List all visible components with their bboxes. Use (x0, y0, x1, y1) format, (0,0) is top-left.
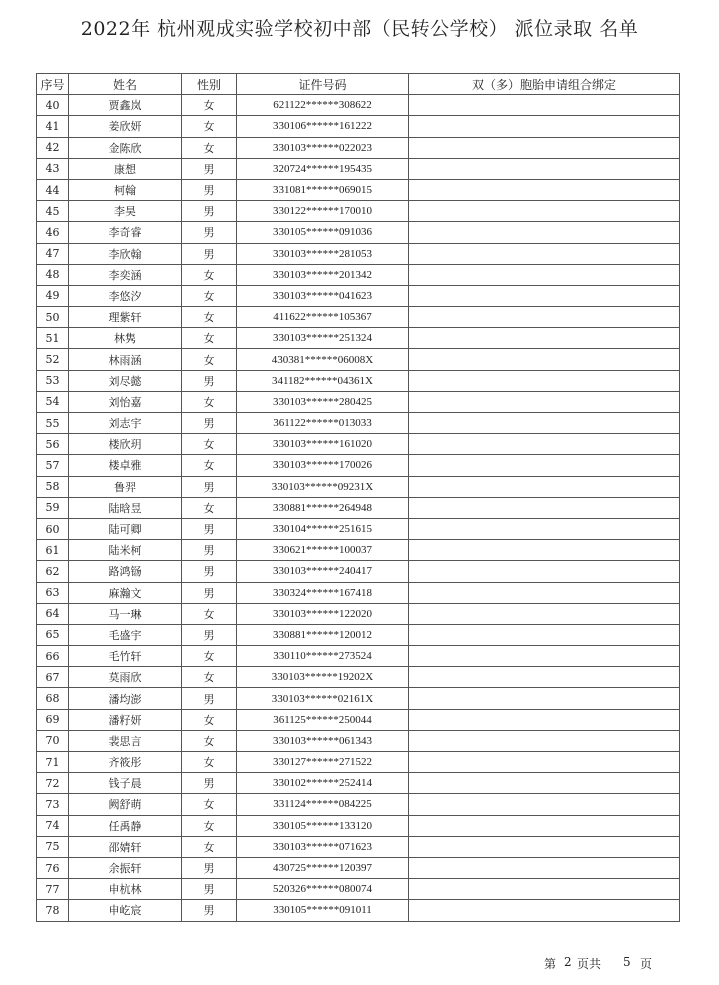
cell-gender: 女 (182, 137, 237, 158)
cell-twins (409, 158, 680, 179)
cell-twins (409, 582, 680, 603)
cell-twins (409, 561, 680, 582)
table-row (37, 222, 680, 243)
cell-index: 44 (37, 179, 69, 200)
col-header-index: 序号 (37, 74, 69, 95)
table-row (37, 243, 680, 264)
cell-id: 330103******041623 (237, 285, 409, 306)
table-row (37, 879, 680, 900)
cell-index: 52 (37, 349, 69, 370)
cell-twins (409, 455, 680, 476)
footer-label-ye: 页 (640, 957, 653, 971)
table-row (37, 158, 680, 179)
table-row (37, 201, 680, 222)
cell-name: 齐筱彤 (69, 752, 182, 773)
cell-gender: 女 (182, 646, 237, 667)
table-row (37, 116, 680, 137)
cell-gender: 女 (182, 285, 237, 306)
cell-index: 73 (37, 794, 69, 815)
cell-gender: 男 (182, 624, 237, 645)
cell-index: 76 (37, 857, 69, 878)
table-row (37, 540, 680, 561)
cell-twins (409, 900, 680, 921)
table-row (37, 794, 680, 815)
cell-twins (409, 518, 680, 539)
cell-id: 330102******252414 (237, 773, 409, 794)
cell-name: 李欣翰 (69, 243, 182, 264)
cell-gender: 女 (182, 349, 237, 370)
table-row (37, 518, 680, 539)
cell-name: 陆可卿 (69, 518, 182, 539)
cell-id: 330122******170010 (237, 201, 409, 222)
cell-name: 贾鑫岚 (69, 95, 182, 116)
cell-id: 361122******013033 (237, 413, 409, 434)
cell-gender: 女 (182, 434, 237, 455)
cell-twins (409, 370, 680, 391)
table-row (37, 815, 680, 836)
footer-label-yegong: 页共 (577, 957, 602, 971)
page-footer (0, 955, 719, 971)
cell-gender: 女 (182, 328, 237, 349)
cell-name: 李奇睿 (69, 222, 182, 243)
footer-total-pages: 5 (623, 955, 631, 969)
cell-gender: 女 (182, 455, 237, 476)
cell-name: 邵婧轩 (69, 836, 182, 857)
cell-twins (409, 709, 680, 730)
cell-twins (409, 95, 680, 116)
cell-twins (409, 285, 680, 306)
footer-page-number: 2 (564, 955, 572, 969)
cell-index: 46 (37, 222, 69, 243)
cell-gender: 男 (182, 857, 237, 878)
table-row (37, 561, 680, 582)
cell-twins (409, 773, 680, 794)
cell-name: 莫雨欣 (69, 667, 182, 688)
cell-index: 40 (37, 95, 69, 116)
table-row (37, 391, 680, 412)
cell-gender: 男 (182, 201, 237, 222)
cell-name: 毛竹轩 (69, 646, 182, 667)
cell-twins (409, 201, 680, 222)
col-header-id: 证件号码 (237, 74, 409, 95)
cell-index: 59 (37, 497, 69, 518)
cell-index: 75 (37, 836, 69, 857)
table-row (37, 349, 680, 370)
cell-index: 77 (37, 879, 69, 900)
cell-id: 411622******105367 (237, 307, 409, 328)
cell-twins (409, 646, 680, 667)
cell-gender: 女 (182, 603, 237, 624)
cell-twins (409, 836, 680, 857)
table-row (37, 455, 680, 476)
cell-id: 330103******280425 (237, 391, 409, 412)
cell-name: 林隽 (69, 328, 182, 349)
cell-name: 麻瀚文 (69, 582, 182, 603)
cell-index: 41 (37, 116, 69, 137)
cell-name: 楼卓雅 (69, 455, 182, 476)
cell-name: 康想 (69, 158, 182, 179)
cell-id: 330881******264948 (237, 497, 409, 518)
cell-twins (409, 434, 680, 455)
cell-id: 330103******19202X (237, 667, 409, 688)
table-row (37, 624, 680, 645)
cell-id: 330103******061343 (237, 730, 409, 751)
cell-id: 430381******06008X (237, 349, 409, 370)
cell-id: 330110******273524 (237, 646, 409, 667)
table-row (37, 836, 680, 857)
cell-gender: 男 (182, 518, 237, 539)
cell-index: 53 (37, 370, 69, 391)
cell-gender: 男 (182, 222, 237, 243)
cell-id: 320724******195435 (237, 158, 409, 179)
cell-name: 路鸿铴 (69, 561, 182, 582)
cell-gender: 女 (182, 391, 237, 412)
cell-name: 李悠汐 (69, 285, 182, 306)
table-row (37, 709, 680, 730)
cell-twins (409, 328, 680, 349)
cell-gender: 女 (182, 752, 237, 773)
cell-name: 李昊 (69, 201, 182, 222)
cell-id: 341182******04361X (237, 370, 409, 391)
cell-twins (409, 497, 680, 518)
table-row (37, 285, 680, 306)
cell-gender: 男 (182, 582, 237, 603)
cell-twins (409, 857, 680, 878)
cell-gender: 男 (182, 561, 237, 582)
cell-index: 43 (37, 158, 69, 179)
table-row (37, 857, 680, 878)
cell-id: 330105******133120 (237, 815, 409, 836)
cell-gender: 男 (182, 688, 237, 709)
cell-twins (409, 476, 680, 497)
cell-twins (409, 413, 680, 434)
table-row (37, 497, 680, 518)
table-row (37, 752, 680, 773)
table-row (37, 603, 680, 624)
cell-name: 金陈欣 (69, 137, 182, 158)
cell-twins (409, 752, 680, 773)
cell-name: 柯翰 (69, 179, 182, 200)
cell-name: 刘尽懿 (69, 370, 182, 391)
cell-index: 54 (37, 391, 69, 412)
cell-id: 330103******09231X (237, 476, 409, 497)
cell-twins (409, 137, 680, 158)
cell-id: 331124******084225 (237, 794, 409, 815)
cell-index: 42 (37, 137, 69, 158)
cell-id: 330324******167418 (237, 582, 409, 603)
col-header-gender: 性别 (182, 74, 237, 95)
cell-index: 55 (37, 413, 69, 434)
cell-twins (409, 624, 680, 645)
cell-name: 申杭林 (69, 879, 182, 900)
cell-index: 62 (37, 561, 69, 582)
cell-id: 330103******122020 (237, 603, 409, 624)
table-row (37, 264, 680, 285)
cell-twins (409, 815, 680, 836)
cell-id: 520326******080074 (237, 879, 409, 900)
table-row (37, 179, 680, 200)
cell-gender: 男 (182, 413, 237, 434)
cell-twins (409, 688, 680, 709)
cell-gender: 男 (182, 158, 237, 179)
cell-name: 马一琳 (69, 603, 182, 624)
cell-gender: 男 (182, 476, 237, 497)
cell-index: 68 (37, 688, 69, 709)
cell-index: 61 (37, 540, 69, 561)
cell-index: 71 (37, 752, 69, 773)
table-row (37, 137, 680, 158)
cell-name: 钱子晨 (69, 773, 182, 794)
cell-gender: 男 (182, 879, 237, 900)
cell-index: 66 (37, 646, 69, 667)
table-body (37, 95, 680, 921)
admission-table (36, 73, 680, 922)
cell-name: 林雨涵 (69, 349, 182, 370)
cell-name: 潘均澎 (69, 688, 182, 709)
cell-id: 330103******240417 (237, 561, 409, 582)
cell-gender: 女 (182, 667, 237, 688)
table-row (37, 476, 680, 497)
cell-id: 331081******069015 (237, 179, 409, 200)
table-row (37, 773, 680, 794)
cell-index: 47 (37, 243, 69, 264)
cell-name: 理紫轩 (69, 307, 182, 328)
cell-name: 楼欣玥 (69, 434, 182, 455)
cell-gender: 男 (182, 900, 237, 921)
cell-id: 330103******071623 (237, 836, 409, 857)
table-row (37, 370, 680, 391)
cell-id: 330103******02161X (237, 688, 409, 709)
cell-id: 330621******100037 (237, 540, 409, 561)
cell-index: 51 (37, 328, 69, 349)
cell-gender: 女 (182, 836, 237, 857)
col-header-twins: 双（多）胞胎申请组合绑定 (409, 74, 680, 95)
cell-twins (409, 730, 680, 751)
cell-name: 姜欣妍 (69, 116, 182, 137)
cell-twins (409, 179, 680, 200)
cell-id: 330106******161222 (237, 116, 409, 137)
cell-id: 330105******091036 (237, 222, 409, 243)
cell-id: 430725******120397 (237, 857, 409, 878)
cell-index: 69 (37, 709, 69, 730)
cell-name: 毛盛宇 (69, 624, 182, 645)
cell-twins (409, 116, 680, 137)
cell-gender: 女 (182, 730, 237, 751)
cell-twins (409, 540, 680, 561)
cell-gender: 女 (182, 497, 237, 518)
cell-index: 70 (37, 730, 69, 751)
cell-index: 64 (37, 603, 69, 624)
cell-id: 330105******091011 (237, 900, 409, 921)
col-header-name: 姓名 (69, 74, 182, 95)
page-title: 2022年 杭州观成实验学校初中部（民转公学校） 派位录取 名单 (80, 18, 639, 40)
table-row (37, 95, 680, 116)
footer-label-di: 第 (544, 957, 557, 971)
cell-index: 78 (37, 900, 69, 921)
cell-id: 330103******251324 (237, 328, 409, 349)
cell-id: 330103******161020 (237, 434, 409, 455)
cell-name: 申屹宸 (69, 900, 182, 921)
cell-index: 58 (37, 476, 69, 497)
cell-id: 330103******170026 (237, 455, 409, 476)
cell-gender: 男 (182, 540, 237, 561)
cell-name: 刘怡嘉 (69, 391, 182, 412)
table-row (37, 307, 680, 328)
cell-name: 余振轩 (69, 857, 182, 878)
cell-twins (409, 222, 680, 243)
cell-twins (409, 264, 680, 285)
cell-index: 72 (37, 773, 69, 794)
cell-id: 330127******271522 (237, 752, 409, 773)
cell-gender: 女 (182, 264, 237, 285)
cell-gender: 男 (182, 370, 237, 391)
table-row (37, 413, 680, 434)
cell-id: 361125******250044 (237, 709, 409, 730)
cell-gender: 男 (182, 773, 237, 794)
cell-index: 60 (37, 518, 69, 539)
cell-twins (409, 243, 680, 264)
cell-twins (409, 794, 680, 815)
cell-index: 63 (37, 582, 69, 603)
table-row (37, 900, 680, 921)
table-row (37, 730, 680, 751)
cell-index: 48 (37, 264, 69, 285)
cell-twins (409, 667, 680, 688)
cell-twins (409, 391, 680, 412)
table-row (37, 328, 680, 349)
cell-twins (409, 879, 680, 900)
cell-name: 潘籽妍 (69, 709, 182, 730)
cell-index: 65 (37, 624, 69, 645)
cell-gender: 女 (182, 815, 237, 836)
cell-index: 50 (37, 307, 69, 328)
cell-index: 57 (37, 455, 69, 476)
cell-name: 李奕涵 (69, 264, 182, 285)
cell-id: 330104******251615 (237, 518, 409, 539)
table-row (37, 646, 680, 667)
cell-gender: 男 (182, 243, 237, 264)
cell-name: 鲁羿 (69, 476, 182, 497)
table-row (37, 434, 680, 455)
cell-gender: 女 (182, 709, 237, 730)
cell-id: 330103******281053 (237, 243, 409, 264)
cell-index: 45 (37, 201, 69, 222)
cell-name: 陆晗昱 (69, 497, 182, 518)
cell-gender: 女 (182, 95, 237, 116)
cell-name: 陆米柯 (69, 540, 182, 561)
cell-name: 裴思言 (69, 730, 182, 751)
cell-gender: 女 (182, 307, 237, 328)
cell-index: 49 (37, 285, 69, 306)
cell-index: 56 (37, 434, 69, 455)
cell-index: 74 (37, 815, 69, 836)
cell-twins (409, 603, 680, 624)
cell-gender: 女 (182, 794, 237, 815)
table-row (37, 688, 680, 709)
cell-gender: 女 (182, 116, 237, 137)
cell-gender: 男 (182, 179, 237, 200)
table-header-row (37, 74, 680, 95)
cell-twins (409, 349, 680, 370)
cell-name: 任禹静 (69, 815, 182, 836)
cell-id: 330103******201342 (237, 264, 409, 285)
table-row (37, 582, 680, 603)
cell-name: 阙舒萌 (69, 794, 182, 815)
table-row (37, 667, 680, 688)
cell-id: 330103******022023 (237, 137, 409, 158)
cell-id: 621122******308622 (237, 95, 409, 116)
cell-twins (409, 307, 680, 328)
cell-index: 67 (37, 667, 69, 688)
cell-name: 刘志宇 (69, 413, 182, 434)
cell-id: 330881******120012 (237, 624, 409, 645)
